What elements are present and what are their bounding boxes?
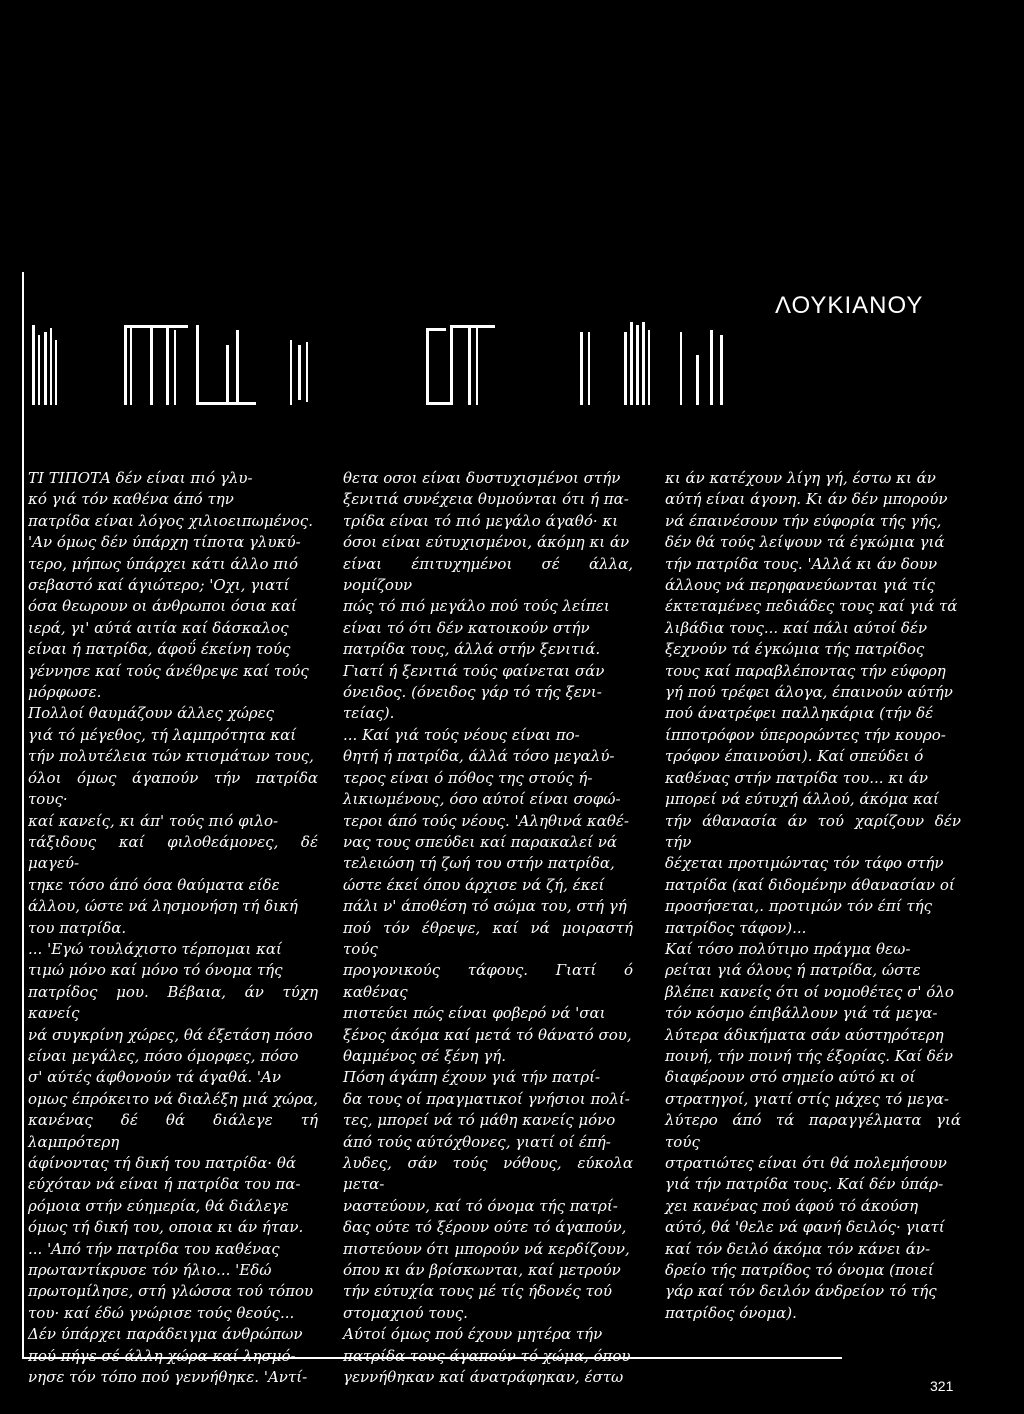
- paragraph: ... 'Από τήν πατρίδα του καθένας πρωταντίκρυσε τόν ήλιο... 'Εδώ πρωτομίλησε, στή γλώσσα τού τόπου του· καί έδώ γνώρισε τούς θεούς... Δέν ύπάρχει παράδειγμα άνθρώπων πού πήγε σέ άλλη χώρα καί λησμό- νησε τόν τόπο πού γεννήθηκε. 'Αντί-: [28, 1239, 314, 1387]
- paragraph: Πόση άγάπη έχουν γιά τήν πατρί- δα τους οί πραγματικοί γνήσιοι πολί- τες, μπορεί νά τό μάθη κανείς μόνο άπό τούς αύτόχθονες, γιατί οί έπή- λυδες, σάν τούς νόθους, εύκολα μετα- ναστεύουν, καί τό όνομα τής πατρί- δας ούτε τό ξέρουν ούτε τό άγαπούν, πιστεύουν ότι μπορούν νά κερδίζουν, όπου κι άν βρίσκωνται, καί μετρούν τήν εύτυχία τους μέ τίς ήδονές τού στομαχιού τους.: [343, 1068, 633, 1322]
- author-heading: ΛΟΥΚΙΑΝΟΥ: [775, 292, 924, 319]
- paragraph: Πολλοί θαυμάζουν άλλες χώρες γιά τό μέγεθος, τή λαμπρότητα καί τήν πολυτέλεια τών κτισμάτων τους, όλοι όμως άγαπούν τήν πατρίδα τους· καί κανείς, κι άπ' τούς πιό φιλο- τάξιδους καί φιλοθεάμονες, δέ μαγεύ- τηκε τόσο άπό όσα θαύματα είδε άλλου, ώστε νά λησμονήση τή δική του πατρίδα.: [28, 704, 318, 937]
- paragraph: θετα οσοι είναι δυστυχισμένοι στήν ξενιτιά συνέχεια θυμούνται ότι ή πα- τρίδα είναι τό πιό μεγάλο άγαθό· κι όσοι είναι εύτυχισμένοι, άκόμη κι άν είναι έπιτυχημένοι σέ άλλα, νομίζουν πώς τό πιό μεγάλο πού τούς λείπει είναι τό ότι δέν κατοικούν στήν πατρίδα τους, άλλά στήν ξενιτιά. Γιατί ή ξενιτιά τούς φαίνεται σάν όνειδος. (όνειδος γάρ τό τής ξενι- τείας).: [343, 469, 633, 723]
- left-rule: [22, 272, 24, 1358]
- page-number: 321: [930, 1378, 954, 1394]
- paragraph: ... 'Εγώ τουλάχιστο τέρπομαι καί τιμώ μόνο καί μόνο τό όνομα τής πατρίδος μου. Βέβαια, άν τύχη κανείς νά συγκρίνη χώρες, θά έξετάση πόσο είναι μεγάλες, πόσο όμορφες, πόσο σ' αύτές άφθονούν τά άγαθά. 'Αν ομως έπρόκειτο νά διαλέξη μιά χώρα, κανένας δέ θά διάλεγε τή λαμπρότερη άφίνοντας τή δική του πατρίδα· θά εύχόταν νά είναι ή πατρίδα του πα- ρόμοια στήν εύημερία, θά διάλεγε όμως τή δική του, οποια κι άν ήταν.: [28, 939, 318, 1237]
- text-column-2: [343, 468, 633, 1388]
- text-column-1: [28, 468, 318, 1388]
- paragraph: κι άν κατέχουν λίγη γή, έστω κι άν αύτή είναι άγονη. Κι άν δέν μπορούν νά έπαινέσουν τήν εύφορία τής γής, δέν θά τούς λείψουν τά έγκώμια γιά τήν πατρίδα τους. 'Αλλά κι άν δουν άλλους νά περηφανεύωνται γιά τίς έκτεταμένες πεδιάδες τους καί γιά τά λιβάδια τους... καί πάλι αύτοί δέν ξεχνούν τά έγκώμια τής πατρίδος τους καί παραβλέποντας τήν εύφορη γή πού τρέφει άλογα, έπαινούν αύτήν πού άνατρέφει παλληκάρια (τήν δέ ίπποτρόφον ύπερορώντες τήν κουρο- τρόφον έπαινούσι). Καί σπεύδει ό καθένας στήν πατρίδα του... κι άν μπορεί νά εύτυχή άλλού, άκόμα καί τήν άθανασία άν τού χαρίζουν δέν τήν δέχεται προτιμώντας τόν τάφο στήν πατρίδα (καί διδομένην άθανασίαν οί προσήσεται,. προτιμών τόν έπί τής πατρίδος τάφον)...: [665, 469, 961, 937]
- text-column-3: [665, 468, 961, 1324]
- paragraph: ΤΙ ΤΙΠΟΤΑ δέν είναι πιό γλυ- κό γιά τόν καθένα άπό την πατρίδα είναι λόγος χιλιοειπωμένος. 'Αν όμως δέν ύπάρχη τίποτα γλυκύ- τερο, μήπως ύπάρχει κάτι άλλο πιό σεβαστό καί άγιώτερο; 'Οχι, γιατί όσα θεωρουν οι άνθρωποι όσια καί ιερά, γι' αύτά αιτία καί δάσκαλος είναι ή πατρίδα, άφοΰ έκείνη τούς γέννησε καί τούς άνέθρεψε καί τούς μόρφωσε.: [28, 469, 313, 702]
- paragraph: Αύτοί όμως πού έχουν μητέρα τήν πατρίδα τους άγαπούν τό χώμα, όπου γεννήθηκαν καί άνατράφηκαν, έστω: [343, 1325, 631, 1387]
- paragraph: ... Καί γιά τούς νέους είναι πο- θητή ή πατρίδα, άλλά τόσο μεγαλύ- τερος είναι ό πόθος της στούς ή- λικιωμένους, όσο αύτοί είναι σοφώ- τεροι άπό τούς νέους. 'Αληθινά καθέ- νας τους σπεύδει καί παρακαλεί νά τελειώση τή ζωή του στήν πατρίδα, ώστε έκεί όπου άρχισε νά ζή, έκεί πάλι ν' άποθέση τό σώμα του, στή γή πού τόν έθρεψε, καί νά μοιραστή τούς προγονικούς τάφους. Γιατί ό καθένας πιστεύει πώς είναι φοβερό νά 'σαι ξένος άκόμα καί μετά τό θάνατό σου, θαμμένος σέ ξένη γή.: [343, 725, 633, 1065]
- paragraph: Καί τόσο πολύτιμο πράγμα θεω- ρείται γιά όλους ή πατρίδα, ώστε βλέπει κανείς ότι οί νομοθέτες σ' όλο τόν κόσμο έπιβάλλουν γιά τά μεγα- λύτερα άδικήματα σάν αύστηρότερη ποινή, τήν ποινή τής έξορίας. Καί δέν διαφέρουν στό σημείο αύτό κι οί στρατηγοί, γιατί στίς μάχες τό μεγα- λύτερο άπό τά παραγγέλματα γιά τούς στρατιώτες είναι ότι θά πολεμήσουν γιά τήν πατρίδα τους. Καί δέν ύπάρ- χει κανένας πού άφού τό άκούση αύτό, θά 'θελε νά φανή δειλός· γιατί καί τόν δειλό άκόμα τόν κάνει άν- δρείο τής πατρίδος τό όνομα (ποιεί γάρ καί τόν δειλόν άνδρείον τό τής πατρίδος όνομα).: [665, 939, 961, 1322]
- title-lettering-art: [30, 310, 770, 420]
